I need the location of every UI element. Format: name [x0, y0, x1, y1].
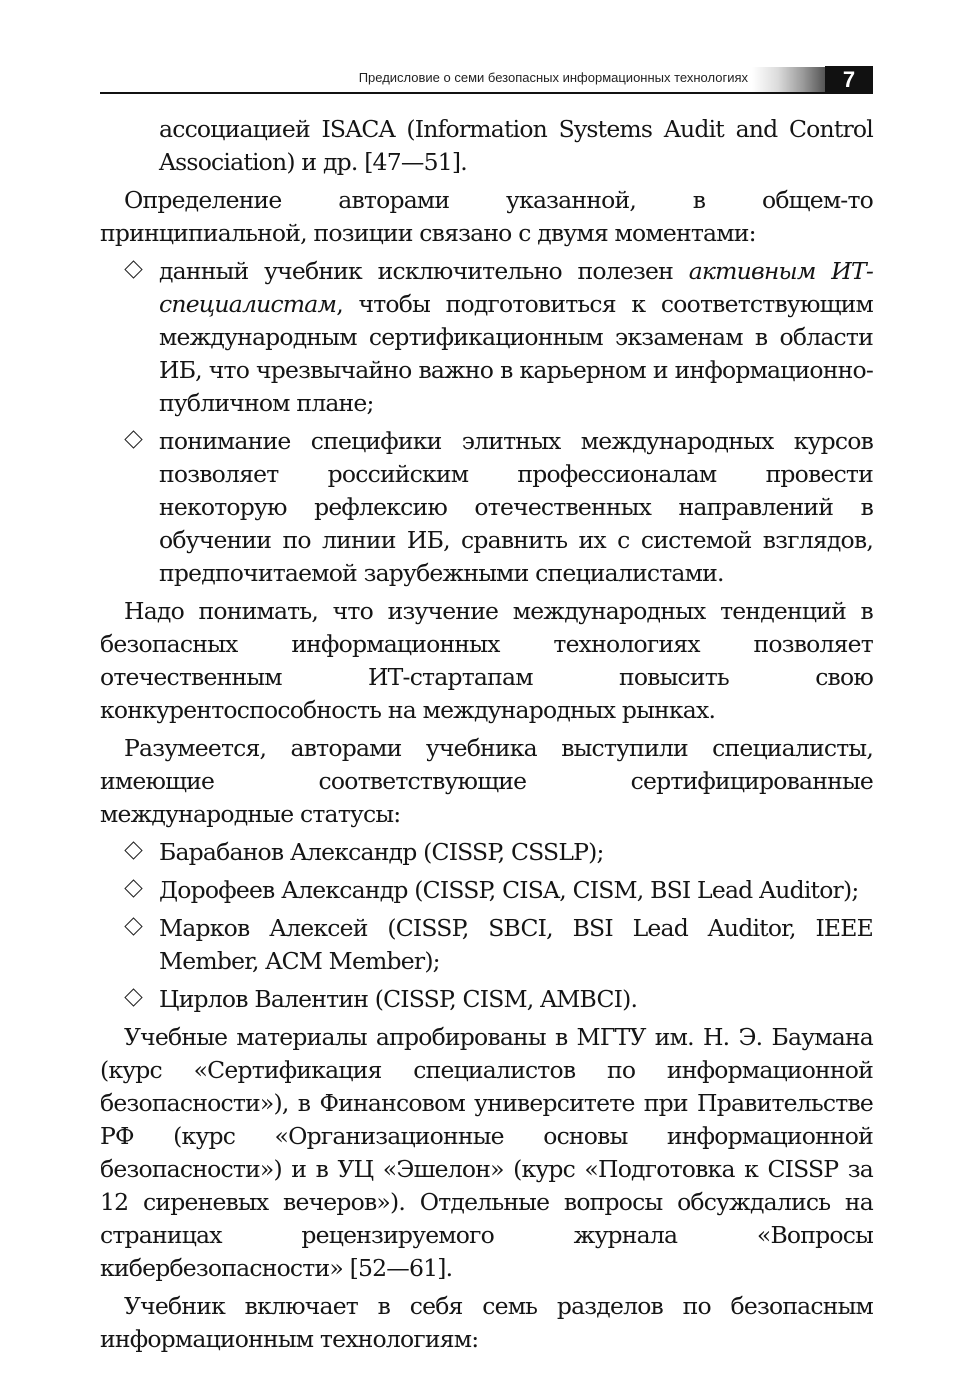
paragraph-trends: Надо понимать, что изучение международных тенденций в безопасных информационных технологиях позволяет отечественным ИТ-стартапам повысить свою конкурентоспособность на международных рынках. — [100, 597, 873, 724]
list-item-text: понимание специфики элитных международных курсов позволяет российским профессионалам провести некоторую рефлексию отечественных направлений в обучении по линии ИБ, сравнить их с системой взглядов, предпочитаемой зарубежными специалистами. — [159, 427, 873, 587]
list-item-text-start: данный учебник исключительно полезен — [159, 257, 689, 285]
paragraph-continuation: ассоциацией ISACA (Information Systems Audit and Control Association) и др. [47—51]. — [159, 115, 873, 176]
diamond-bullet-icon — [124, 879, 142, 897]
author-text: Дорофеев Александр (CISSP, CISA, CISM, BSI Lead Auditor); — [159, 876, 859, 904]
paragraph-approbation: Учебные материалы апробированы в МГТУ им. Н. Э. Баумана (курс «Сертификация специалистов по информационной безопасности»), в Финансовом университете при Правительстве РФ (курс «Организационные основы информационной безопасности») и в УЦ «Эшелон» (курс «Подготовка к CISSP за 12 сиреневых вечеров»). Отдельные вопросы обсуждались на страницах рецензируемого журнала «Вопросы кибербезопасности» [52—61]. — [100, 1023, 873, 1282]
author-text: Марков Алексей (CISSP, SBCI, BSI Lead Auditor, IEEE Member, ACM Member); — [159, 914, 873, 975]
header-rule — [100, 92, 873, 94]
running-header — [100, 66, 873, 94]
diamond-bullet-icon — [124, 430, 142, 448]
author-text: Цирлов Валентин (CISSP, CISM, AMBCI). — [159, 985, 638, 1013]
diamond-bullet-icon — [124, 841, 142, 859]
author-item — [100, 912, 873, 978]
list-item — [100, 255, 873, 420]
author-item — [100, 836, 873, 869]
diamond-bullet-icon — [124, 917, 142, 935]
list-item — [100, 425, 873, 590]
diamond-bullet-icon — [124, 260, 142, 278]
reasons-list — [100, 255, 873, 590]
paragraph-authors-intro: Разумеется, авторами учебника выступили специалисты, имеющие соответствующие сертифицированные международные статусы: — [100, 734, 873, 828]
list-item-text-end: , чтобы подготовиться к соответствующим международным сертификационным экзаменам в области ИБ, что чрезвычайно важно в карьерном и информационно-публичном плане; — [159, 290, 873, 417]
page-body — [100, 113, 873, 1356]
header-gradient-bar — [752, 67, 825, 92]
page-number: 7 — [825, 66, 873, 93]
list-item-emphasis: активным ИТ-специалистам — [159, 257, 873, 318]
paragraph-definition: Определение авторами указанной, в общем-то принципиальной, позиции связано с двумя моментами: — [100, 186, 873, 247]
authors-list — [100, 836, 873, 1016]
author-item — [100, 983, 873, 1016]
author-text: Барабанов Александр (CISSP, CSSLP); — [159, 838, 604, 866]
running-title: Предисловие о семи безопасных информационных технологиях — [358, 70, 748, 85]
paragraph-sections-intro: Учебник включает в себя семь разделов по безопасным информационным технологиям: — [100, 1292, 873, 1353]
diamond-bullet-icon — [124, 988, 142, 1006]
author-item — [100, 874, 873, 907]
